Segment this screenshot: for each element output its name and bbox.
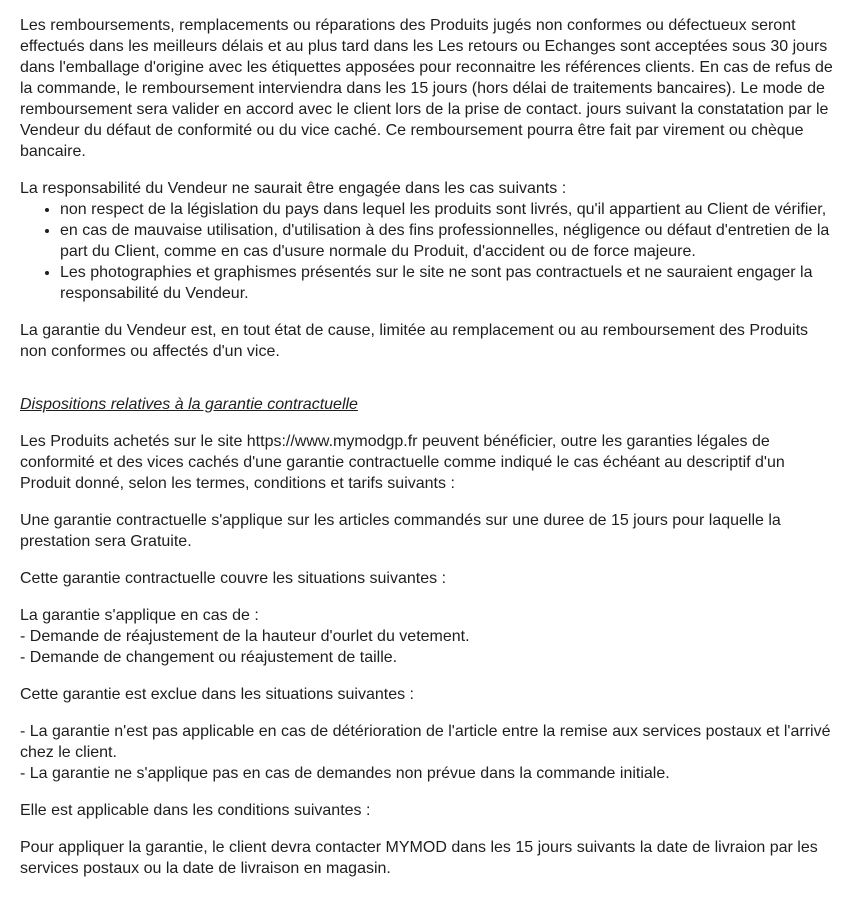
liability-bullet-list	[20, 199, 834, 304]
applies-item-2: - Demande de changement ou réajustement de taille.	[20, 649, 398, 666]
paragraph-conditions-intro: Elle est applicable dans les conditions suivantes :	[20, 802, 371, 819]
section-heading-contractual-warranty: Dispositions relatives à la garantie contractuelle	[20, 396, 358, 413]
paragraph-refunds: Les remboursements, remplacements ou réparations des Produits jugés non conformes ou défectueux seront effectués dans les meilleurs délais et au plus tard dans les Les retours ou Echanges sont acceptées sous 30 jours dans l'emballage d'origine avec les étiquettes apposées pour reconnaitre les références clients. En cas de refus de la commande, le remboursement interviendra dans les 15 jours (hors délai de traitements bancaires). Le mode de remboursement sera valider en accord avec le client lors de la prise de contact. jours suivant la constatation par le Vendeur du défaut de conformité ou du vice caché. Ce remboursement pourra être fait par virement ou chèque bancaire.	[20, 17, 833, 160]
paragraph-liability-intro: La responsabilité du Vendeur ne saurait être engagée dans les cas suivants :	[20, 180, 567, 197]
paragraph-covers-intro: Cette garantie contractuelle couvre les situations suivantes :	[20, 570, 447, 587]
paragraph-excluded-items	[20, 721, 834, 784]
list-item-liability-3: • Les photographies et graphismes présentés sur le site ne sont pas contractuels et ne sauraient engager la responsabilité du Vendeur.	[60, 262, 834, 304]
applies-item-1: - Demande de réajustement de la hauteur d'ourlet du vetement.	[20, 628, 470, 645]
paragraph-warranty-duration: Une garantie contractuelle s'applique sur les articles commandés sur une duree de 15 jours pour laquelle la prestation sera Gratuite.	[20, 512, 781, 550]
paragraph-how-to-apply: Pour appliquer la garantie, le client devra contacter MYMOD dans les 15 jours suivants la date de livraion par les services postaux ou la date de livraison en magasin.	[20, 839, 818, 877]
paragraph-warranty-limit: La garantie du Vendeur est, en tout état de cause, limitée au remplacement ou au remboursement des Produits non conformes ou affectés d'un vice.	[20, 322, 809, 360]
applies-intro-line: La garantie s'applique en cas de :	[20, 607, 259, 624]
excluded-item-2: - La garantie ne s'applique pas en cas de demandes non prévue dans la commande initiale.	[20, 765, 670, 782]
paragraph-contractual-intro: Les Produits achetés sur le site https://www.mymodgp.fr peuvent bénéficier, outre les garanties légales de conformité et des vices cachés d'une garantie contractuelle comme indiqué le cas échéant au descriptif d'un Produit donné, selon les termes, conditions et tarifs suivants :	[20, 433, 785, 492]
list-item-liability-2: • en cas de mauvaise utilisation, d'utilisation à des fins professionnelles, négligence ou défaut d'entretien de la part du Client, comme en cas d'usure normale du Produit, d'accident ou de force majeure.	[60, 220, 834, 262]
paragraph-excluded-intro: Cette garantie est exclue dans les situations suivantes :	[20, 686, 414, 703]
list-item-liability-1: • non respect de la législation du pays dans lequel les produits sont livrés, qu'il appartient au Client de vérifier,	[60, 199, 834, 220]
excluded-item-1: - La garantie n'est pas applicable en cas de détérioration de l'article entre la remise aux services postaux et l'arrivé chez le client.	[20, 723, 831, 761]
paragraph-warranty-applies	[20, 605, 834, 668]
